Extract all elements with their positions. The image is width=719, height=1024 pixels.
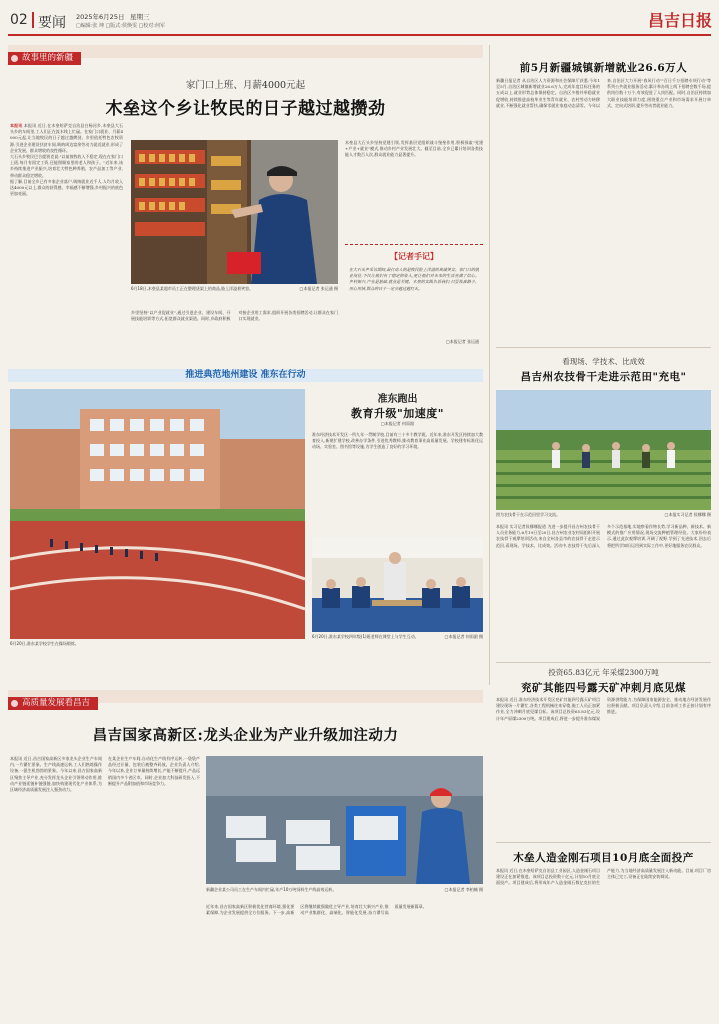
story4-photo-classroom [312,538,483,632]
section-name: 要闻 [38,15,66,31]
issue-date: 2025年6月25日 [76,13,125,21]
story6-body: 本报讯 近日,在木垒哈萨克自治县工业园区,人造金刚石项目建设正在加紧推进。该项目总投资数十亿元,计划10月底全面投产。项目建成后,将形成年产人造金刚石数亿克拉的生产能力,为当地经济高质量发展注入新动能。目前,项目厂房主体已完工,设备正在陆续安装调试。 [496,868,711,886]
story4-caption1: 6月20日,准东某学校学生在操场锻炼。 [10,641,79,646]
story7-col3: 近年来,昌吉国家高新区积极优化营商环境,强化要素保障,为企业发展提供全方位服务。下一步,高新区将继续做强做优主导产业,培育壮大新兴产业,推动产业集群化、高端化、智能化发展,奋力谱写高质量发展新篇章。 [206,904,427,916]
banner-zhundong [8,369,483,382]
story7-credit: □本报记者 李柏楠 摄 [444,887,483,892]
story1-photo-caption: 6月18日,木垒县某超市员工正在整理货架上的商品,脸上洋溢着笑容。 □本报记者 张运通 摄 [131,286,338,291]
masthead [0,0,719,38]
reporter-note-body: 在大石头乡采访期间,最打动人的是牧民脸上洋溢的真诚笑容。家门口的就业岗位,不仅让他们有了稳定的收入,更让他们对未来的生活充满了信心。乡村振兴,产业是基础,就业是关键。木垒的实践告诉我们,只要找准路子、用心用情,群众的日子一定会越过越红火。 [349,267,479,291]
story1-title: 木垒这个乡让牧民的日子越过越攒劲 [105,99,386,119]
story3-kicker: 看现场、学技术、比成效 [562,357,645,366]
story5-kicker: 投资65.83亿元 年采煤2300万吨 [548,668,659,677]
banner-high-quality [8,690,483,708]
editor-line: □编辑:张 坤 □版式:侯焕雯 □校对:何军 [76,23,165,29]
story1-col3: 木垒县大石头乡坚持党建引领,发挥基层党组织战斗堡垒作用,积极探索"党建+产业+就业"模式,推动乡村产业发展壮大。截至目前,全乡已累计培训各类技能人才数百人次,群众就业能力显著提升。 [345,140,483,158]
story4-byline: □本报记者 何雨湄 [380,421,415,426]
banner-zhundong-label: 推进典范地州建设 准东在行动 [185,370,306,380]
story7-caption: 新疆企业某公司员工在生产车间内忙碌,年产10万吨饲料生产线高效运转。 □本报记者 李柏楠 摄 [206,887,483,892]
story4-kicker: 准东跑出 [377,394,418,405]
story5-body: 本报讯 近日,准东经济技术开发区兖矿其能四号露天矿项目建设现场一片繁忙,各类工程机械往来穿梭,施工人员正加紧作业,全力冲刺月底见煤目标。该项目总投资65.83亿元,设计年产原煤2300万吨。项目建成后,将进一步提升准东煤炭资源供给能力,为保障国家能源安全、推动地方经济发展作出积极贡献。项目负责人介绍,目前各项工作正按计划有序推进。 [496,697,711,721]
story1-photo-supermarket [131,140,338,284]
school-illustration [10,389,305,639]
supermarket-illustration [131,140,338,284]
paper-logo [648,8,712,31]
story3-credit: □本报实习记者 侯娜娜 摄 [664,512,711,517]
story4-photo-school [10,389,305,639]
field-illustration [496,390,711,510]
story3-photo-field [496,390,711,510]
story1-byline: 本报讯 [10,123,23,128]
reporter-note-credit: □本报记者 张运通 [445,339,479,344]
paper-name: 昌吉日报 [648,11,713,30]
story7-photo-factory [206,756,483,884]
classroom-illustration [312,538,483,632]
issue-weekday: 星期三 [130,13,150,21]
banner-tag: 故事里的新疆 [8,52,81,65]
story1-photo-credit: □本报记者 张运通 摄 [299,286,338,291]
story2-body: 新疆日报记者 从自治区人力资源和社会保障厅获悉,今年1至5月,自治区城镇新增就业26.6万人,完成年度目标任务的五成以上,就业形势总体保持稳定。自治区多措并举稳就业促增收,持续推进高校毕业生等青年就业、农村劳动力转移就业,不断强化就业帮扶,确保零就业家庭动态清零。今年以来,自治区大力开展"春风行动""百日千万招聘专项行动"等系列公共就业服务活动,累计举办线上线下招聘会数千场,提供岗位数十万个,有效促进了人岗匹配。同时,自治区持续加大职业技能培训力度,围绕重点产业和市场需求开展订单式、定向式培训,提升劳动者就业能力。 [496,78,711,108]
story6-title: 木垒人造金刚石项目10月底全面投产 [513,852,694,864]
story4-caption2: 6月20日,准东某学校四年级(1)班老师在课堂上与学生互动。 □本报记者 何雨湄 摄 [312,634,483,639]
story2-title: 前5月新疆城镇新增就业26.6万人 [519,62,688,74]
story1-kicker: 家门口上班、月薪4000元起 [185,80,306,91]
reporter-note-box [345,244,483,348]
banner-stories-xinjiang [8,45,483,63]
story1-col2: 乡里坚持"以产业促就业",通过引进企业、建设车间、开展技能培训等方式,拓宽群众就业渠道。同时,乡政府积极对接企业用工需求,组织开展各类招聘活动,让群众在家门口实现就业。 [131,310,338,322]
story7-col1: 本报讯 近日,昌吉国家高新区多家龙头企业生产车间内,一片繁忙景象。生产线高速运转,工人们熟练操作设备,一派生机勃勃的景象。今年以来,昌吉国家高新区聚焦主导产业,充分发挥龙头企业引领带动作用,推动产业链延链补链强链,加快构建现代化产业体系,为区域经济高质量发展注入强劲动力。 在某企业生产车间,自动化生产线有序运转,一袋袋产品经过计量、包装后被整齐码放。企业负责人介绍,今年以来,企业订单量持续增长,产能不断提升,产品远销国内多个省区市。同时,企业加大科技研发投入,不断提升产品附加值和市场竞争力。 [10,756,200,793]
story3-body: 本报讯 实习记者侯娜娜报道 为进一步提升昌吉州农技骨干人员业务能力,6月19日至20日,昌吉州农业农村局组织开展农技骨干观摩培训活动,来自全州各县市的农技骨干走进示范田,看现场、学技术、比成效。活动中,农技骨干先后深入多个示范基地,实地察看作物长势,学习新品种、新技术、新模式的推广应用情况,现场交流种植管理经验。大家纷纷表示,通过此次观摩培训,开阔了视野,学到了先进技术,回去后将把所学知识运用到实际工作中,更好地服务农民群众。 [496,524,711,548]
story4-title: 教育升级"加速度" [351,407,444,420]
story5-title: 兖矿其能四号露天矿冲刺月底见煤 [521,682,686,694]
story4-body: 准东经济技术开发区一所九年一贯制学校,目前有三十多个教学班。近年来,准东开发区持续加大教育投入,新建扩建学校,改善办学条件,引进优秀教师,推动教育事业高质量发展。学校建有标准化运动场、实验室、图书馆等设施,为学生创造了良好的学习环境。 [312,432,483,450]
story1-col1: 本报讯 本报讯 近日,在木垒哈萨克自治县白杨河乡,木垒县大石头乡的车间里,工人们正在流水线上忙碌。在家门口就业、月薪4000元起,让当地牧民的日子越过越攒劲。乡里依托特色农牧资源,引进企业建设扶贫车间,吸纳周边富余劳动力就近就业,形成了企业发展、群众增收的良性循环。 大石头乡牧民巴合提别克说:"以前放牧收入不稳定,现在在家门口上班,每月有固定工资,还能照顾家里的老人和孩子。"近年来,该乡持续推进产业振兴,培育壮大特色种养殖、农产品加工等产业,带动群众稳定增收。 据了解,目前全乡已有多家企业落户,吸纳就业近千人,人均月收入达4000元以上,群众的获得感、幸福感不断增强,乡村振兴的底色更加亮丽。 [10,123,123,197]
story3-caption: 图为农技骨干在示范田里学习交流。 □本报实习记者 侯娜娜 摄 [496,512,711,517]
story3-title: 昌吉州农技骨干走进示范田"充电" [520,371,687,383]
reporter-note-title: 【记者手记】 [390,251,438,261]
page-number: 02 [10,12,28,28]
banner-tag-2: 高质量发展看昌吉 [8,697,98,710]
story7-title: 昌吉国家高新区:龙头企业为产业升级加注动力 [92,727,399,744]
story4-credit2: □本报记者 何雨湄 摄 [444,634,483,639]
factory-illustration [206,756,483,884]
